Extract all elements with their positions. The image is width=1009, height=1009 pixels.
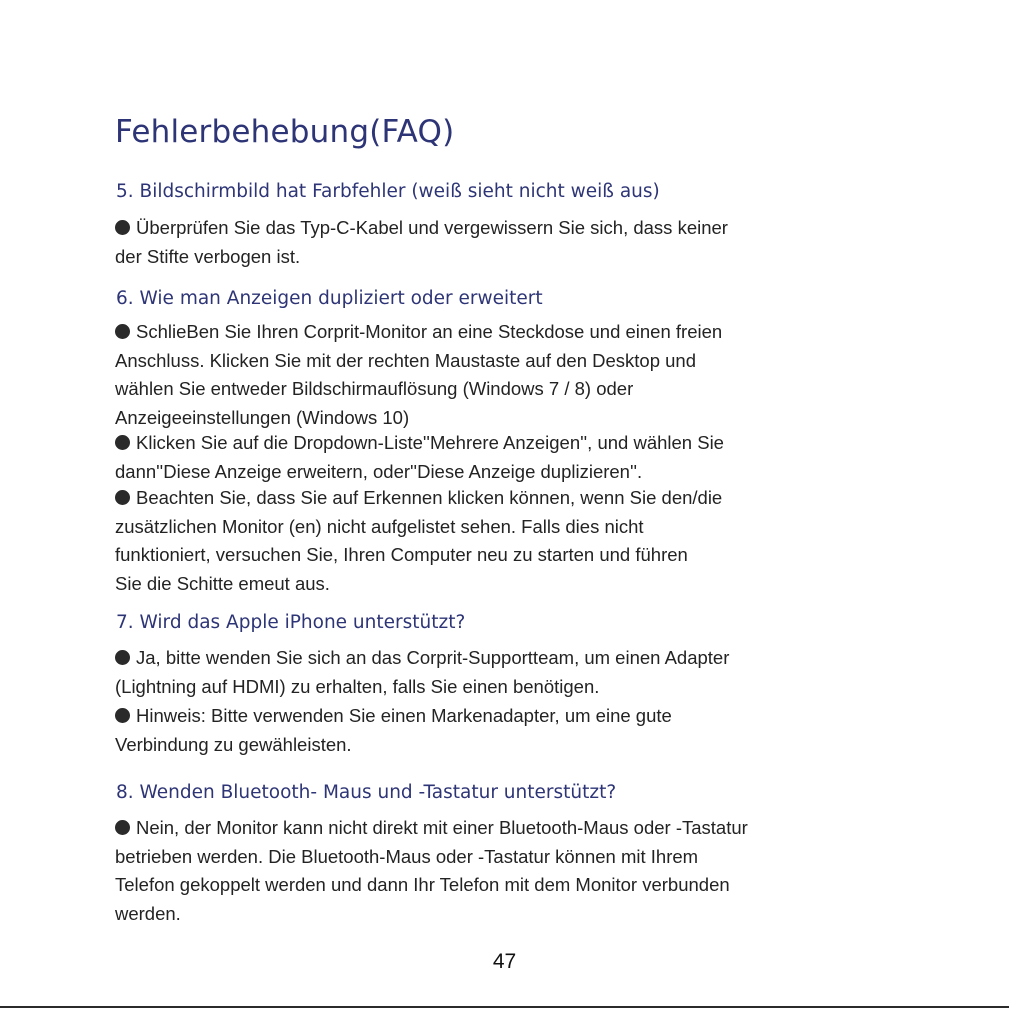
- faq-paragraph: [115, 644, 729, 701]
- faq-heading-7: 7. Wird das Apple iPhone unterstützt?: [116, 612, 466, 633]
- faq-heading-5: 5. Bildschirmbild hat Farbfehler (weiß sieht nicht weiß aus): [116, 181, 660, 202]
- paragraph-text: Hinweis: Bitte verwenden Sie einen Markenadapter, um eine gute Verbindung zu gewähleisten.: [115, 705, 672, 755]
- faq-paragraph: [115, 214, 728, 271]
- paragraph-text: Klicken Sie auf die Dropdown-Liste''Mehrere Anzeigen'', und wählen Sie dann''Diese Anzeige erweitern, oder''Diese Anzeige duplizieren''.: [115, 432, 724, 482]
- bullet-icon: [115, 820, 130, 835]
- paragraph-text: Ja, bitte wenden Sie sich an das Corprit-Supportteam, um einen Adapter (Lightning auf HDMI) zu erhalten, falls Sie einen benötigen.: [115, 647, 730, 697]
- page-title: Fehlerbehebung(FAQ): [115, 114, 455, 150]
- bullet-icon: [115, 220, 130, 235]
- bullet-icon: [115, 324, 130, 339]
- bullet-icon: [115, 490, 130, 505]
- paragraph-text: SchlieBen Sie Ihren Corprit-Monitor an eine Steckdose und einen freien Anschluss. Klicken Sie mit der rechten Maustaste auf den Desktop und wählen Sie entweder Bildschirmauflösung (Windows 7 / 8) oder Anzeigeeinstellungen (Windows 10): [115, 321, 723, 429]
- paragraph-text: Überprüfen Sie das Typ-C-Kabel und vergewissern Sie sich, dass keiner der Stifte verbogen ist.: [115, 217, 728, 267]
- paragraph-text: Nein, der Monitor kann nicht direkt mit einer Bluetooth-Maus oder -Tastatur betrieben werden. Die Bluetooth-Maus oder -Tastatur können mit Ihrem Telefon gekoppelt werden und dann Ihr Telefon mit dem Monitor verbunden werden.: [115, 817, 748, 925]
- faq-heading-6: 6. Wie man Anzeigen dupliziert oder erweitert: [116, 288, 543, 309]
- bullet-icon: [115, 435, 130, 450]
- faq-paragraph: [115, 814, 748, 929]
- page-number: 47: [492, 950, 517, 973]
- faq-paragraph: [115, 484, 722, 599]
- bottom-divider: [0, 1006, 1009, 1008]
- faq-paragraph: [115, 318, 722, 433]
- faq-paragraph: [115, 702, 672, 759]
- bullet-icon: [115, 708, 130, 723]
- faq-heading-8: 8. Wenden Bluetooth- Maus und -Tastatur unterstützt?: [116, 782, 617, 803]
- faq-paragraph: [115, 429, 724, 486]
- bullet-icon: [115, 650, 130, 665]
- paragraph-text: Beachten Sie, dass Sie auf Erkennen klicken können, wenn Sie den/die zusätzlichen Monitor (en) nicht aufgelistet sehen. Falls dies nicht funktioniert, versuchen Sie, Ihren Computer neu zu starten und führen Sie die Schitte emeut aus.: [115, 487, 723, 595]
